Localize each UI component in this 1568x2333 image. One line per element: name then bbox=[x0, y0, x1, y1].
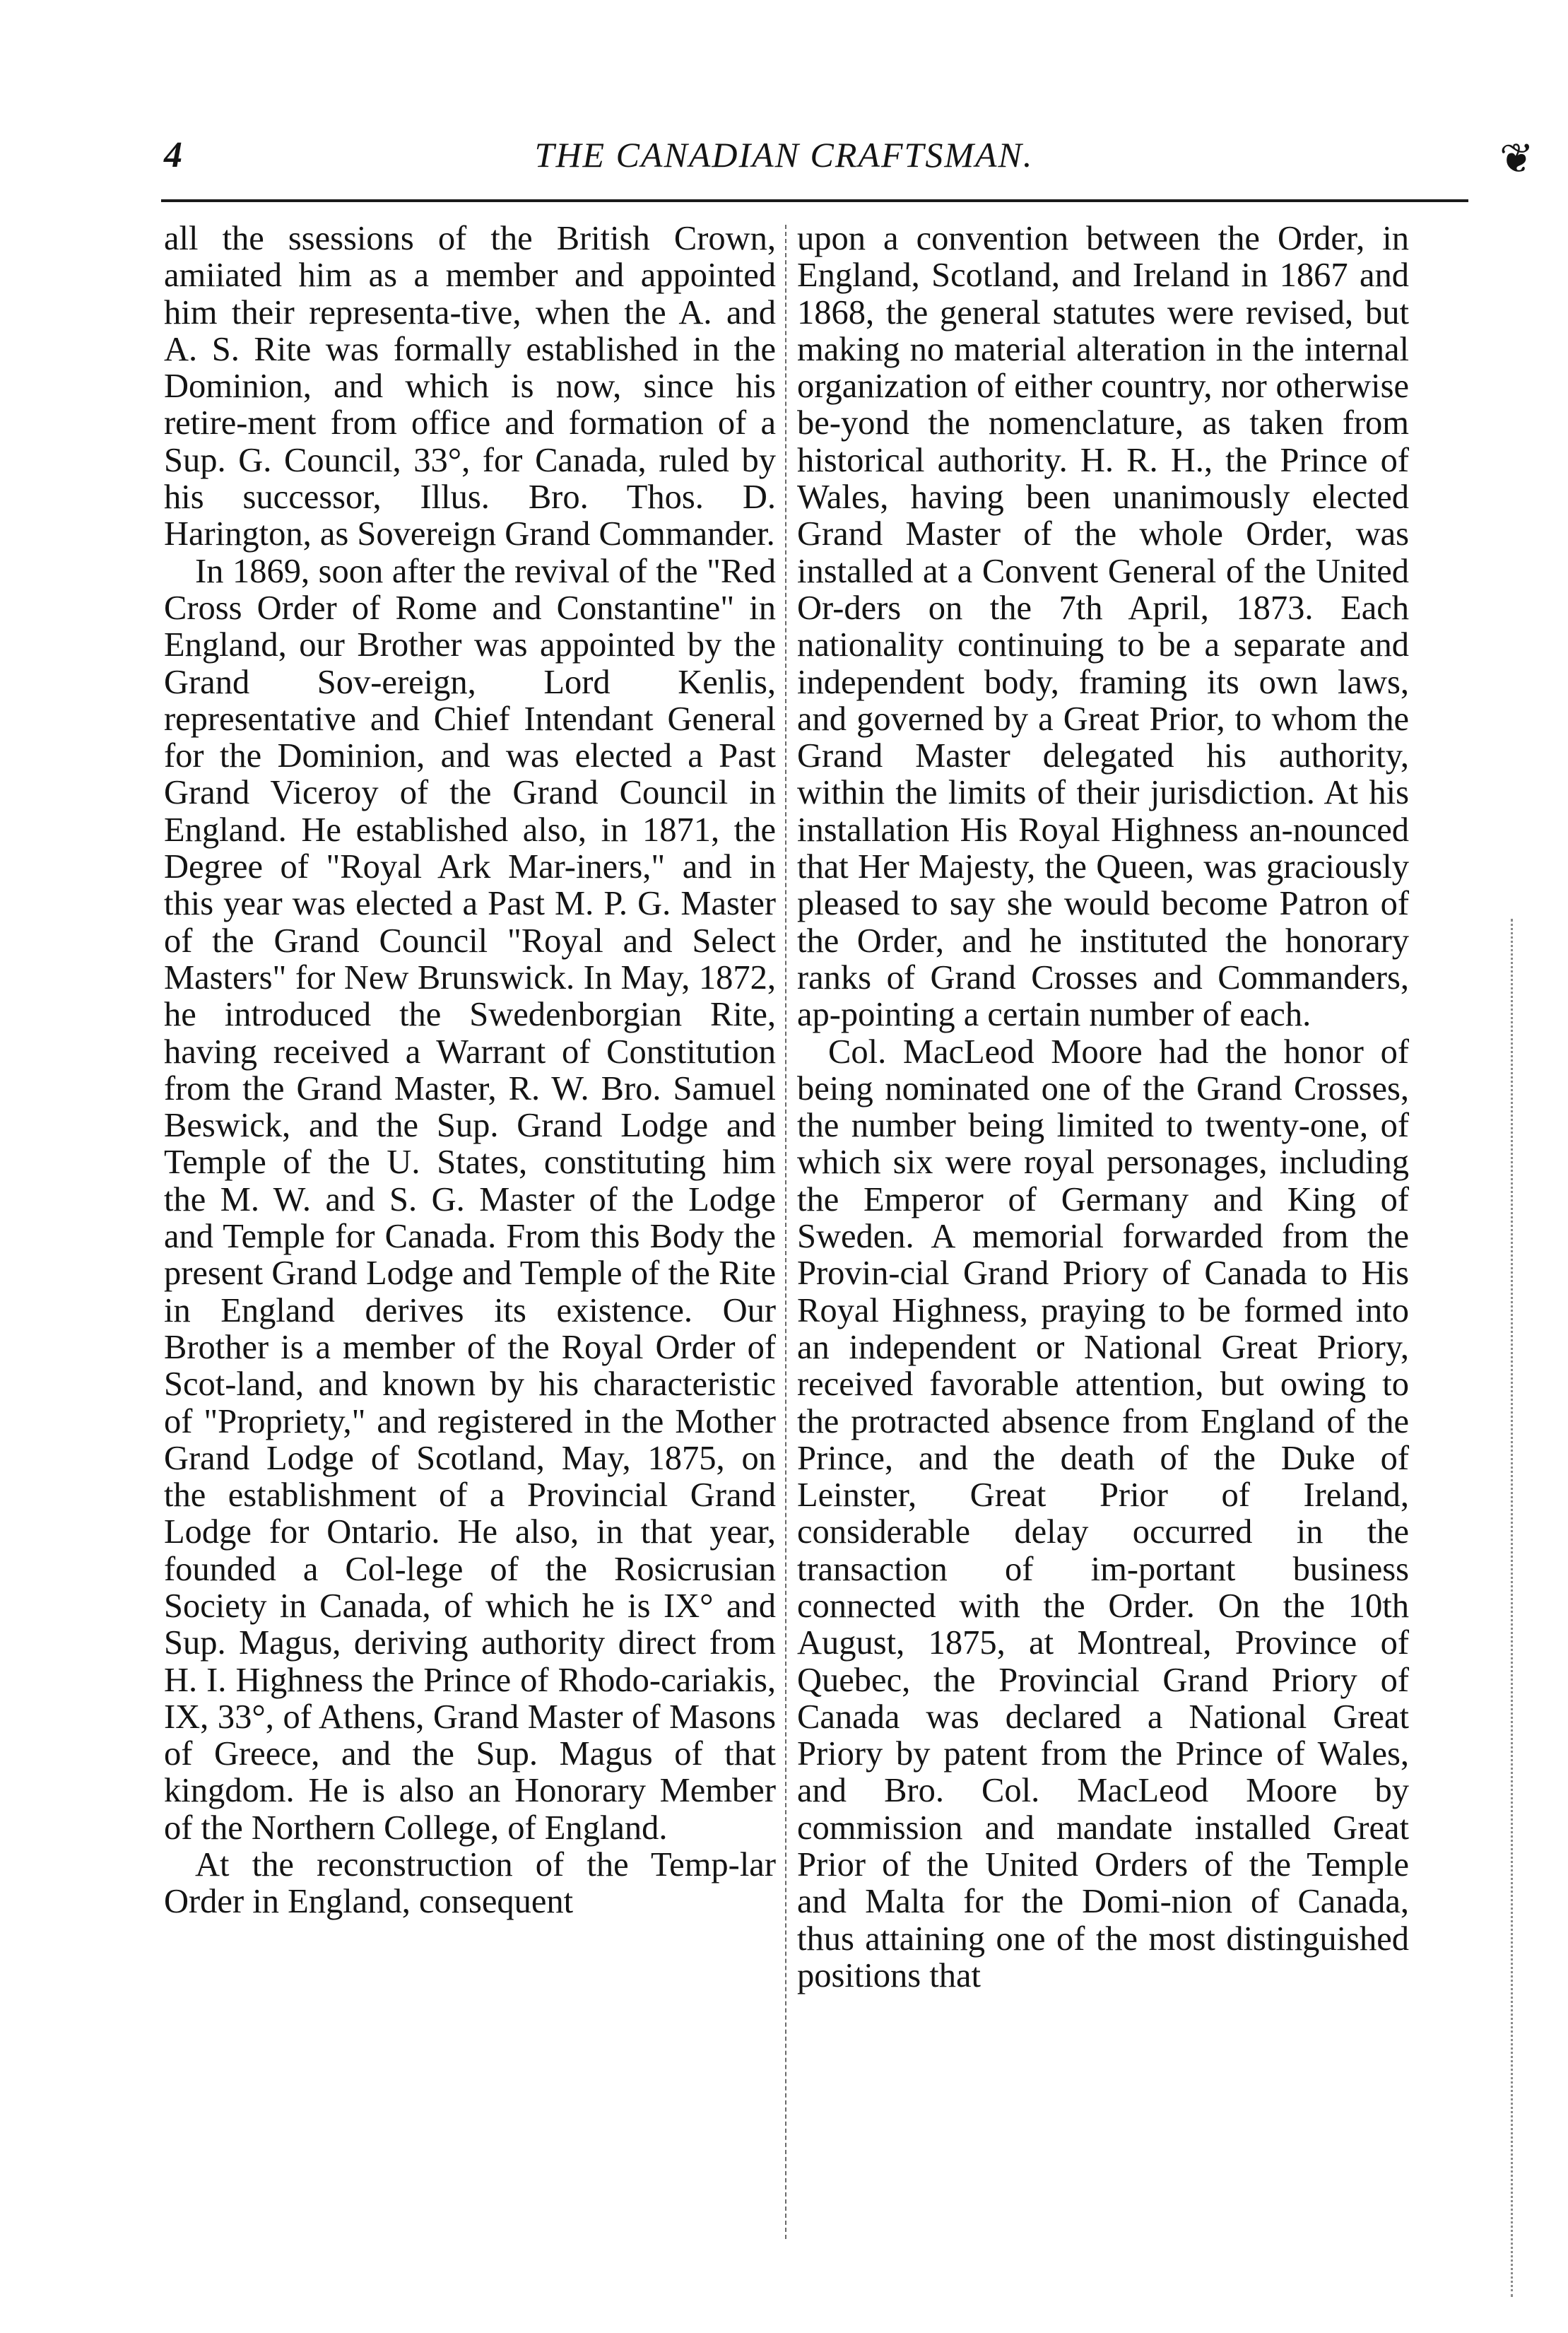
left-paragraph-1: all the ssessions of the British Crown, amiiated him as a member and appointed him their representa-tive, when the A. and A. S. Rite was formally established in the Dominion, and which is now, since his retire-ment from office and formation of a Sup. G. Council, 33°, for Canada, ruled by his successor, Illus. Bro. Thos. D. Harington, as Sovereign Grand Commander. bbox=[164, 220, 776, 553]
margin-scan-marks bbox=[1511, 919, 1541, 2297]
header-rule bbox=[161, 199, 1468, 202]
right-column bbox=[797, 221, 1409, 1994]
left-paragraph-2: In 1869, soon after the revival of the "Red Cross Order of Rome and Constantine" in England, our Brother was appointed by the Grand Sov-ereign, Lord Kenlis, representative and Chief Intendant General for the Dominion, and was elected a Past Grand Viceroy of the Grand Council in England. He established also, in 1871, the Degree of "Royal Ark Mar-iners," and in this year was elected a Past M. P. G. Master of the Grand Council "Royal and Select Masters" for New Brunswick. In May, 1872, he introduced the Swedenborgian Rite, having received a Warrant of Constitution from the Grand Master, R. W. Bro. Samuel Beswick, and the Sup. Grand Lodge and Temple of the U. States, constituting him the M. W. and S. G. Master of the Lodge and Temple for Canada. From this Body the present Grand Lodge and Temple of the Rite in England derives its existence. Our Brother is a member of the Royal Order of Scot-land, and known by his characteristic of "Propriety," and registered in the Mother Grand Lodge of Scotland, May, 1875, on the establishment of a Provincial Grand Lodge for Ontario. He also, in that year, founded a Col-lege of the Rosicrusian Society in Canada, of which he is IX° and Sup. Magus, deriving authority direct from H. I. Highness the Prince of Rhodo-cariakis, IX, 33°, of Athens, Grand Master of Masons of Greece, and the Sup. Magus of that kingdom. He is also an Honorary Member of the Northern College, of England. bbox=[164, 552, 776, 1847]
left-column bbox=[164, 221, 776, 1921]
ornament-icon: ❦ bbox=[1499, 136, 1534, 182]
running-title: THE CANADIAN CRAFTSMAN. bbox=[534, 135, 1034, 175]
right-paragraph-2: Col. MacLeod Moore had the honor of being nominated one of the Grand Crosses, the number being limited to twenty-one, of which six were royal personages, including the Emperor of Germany and King of Sweden. A memorial forwarded from the Provin-cial Grand Priory of Canada to His Royal Highness, praying to be formed into an independent or National Great Priory, received favorable attention, but owing to the protracted absence from England of the Prince, and the death of the Duke of Leinster, Great Prior of Ireland, considerable delay occurred in the transaction of im-portant business connected with the Order. On the 10th August, 1875, at Montreal, Province of Quebec, the Provincial Grand Priory of Canada was declared a National Great Priory by patent from the Prince of Wales, and Bro. Col. MacLeod Moore by commission and mandate installed Great Prior of the United Orders of the Temple and Malta for the Domi-nion of Canada, thus attaining one of the most distinguished positions that bbox=[797, 1033, 1409, 1994]
left-paragraph-3: At the reconstruction of the Temp-lar Order in England, consequent bbox=[164, 1846, 776, 1921]
page-number: 4 bbox=[164, 135, 182, 175]
column-divider bbox=[785, 225, 786, 2239]
page-header bbox=[0, 134, 1568, 191]
right-paragraph-1: upon a convention between the Order, in England, Scotland, and Ireland in 1867 and 1868, the general statutes were revised, but making no material alteration in the internal organization of either country, nor otherwise be-yond the nomenclature, as taken from historical authority. H. R. H., the Prince of Wales, having been unanimously elected Grand Master of the whole Order, was installed at a Convent General of the United Or-ders on the 7th April, 1873. Each nationality continuing to be a separate and independent body, framing its own laws, and governed by a Great Prior, to whom the Grand Master delegated his authority, within the limits of their jurisdiction. At his installation His Royal Highness an-nounced that Her Majesty, the Queen, was graciously pleased to say she would become Patron of the Order, and he instituted the honorary ranks of Grand Crosses and Commanders, ap-pointing a certain number of each. bbox=[797, 220, 1409, 1034]
